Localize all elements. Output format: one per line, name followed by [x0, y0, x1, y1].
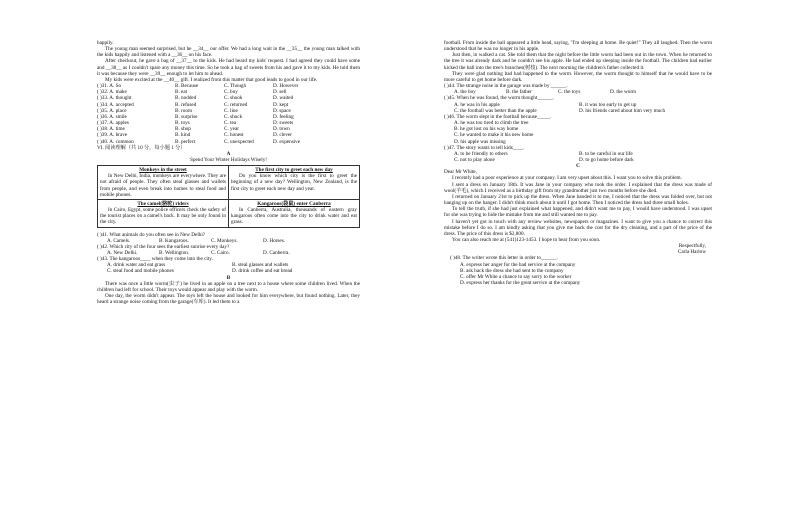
choice-question: ( )36. A. smile [97, 113, 127, 120]
choice-question: ( )31. A. So [97, 83, 122, 90]
ad-text: Do you know which city is the first to greet the beginning of a new day? Wellington, New Zealand, is the first city to greet each new day and year. [231, 173, 357, 192]
letter-para-0: I recently had a poor experience at your company. I am very upset about this. I want you to solve this problem. [452, 175, 682, 182]
letter-para-2: I returned on January 21st to pick up the dress. When Jane handed it to me, I noticed that the dress was folded over, but not hanging up on the hanger. I didn't think much about it until I got home. Then I noticed the dress had three small holes. [444, 193, 712, 207]
q46-option-b: B. he got lost on his way home [454, 126, 519, 133]
passage-b-cont-2: They were glad nothing bad had happened to the worm. However, the worm thought to himself that he would have to be more careful to get home before dark. [444, 70, 712, 83]
choice-question: ( )34. A. accepted [97, 101, 134, 108]
choice-option: D. expensive [273, 138, 301, 145]
option: C. Cairo. [211, 250, 230, 256]
choice-option: D. kept [273, 101, 289, 108]
ad-text: In Cairo, Egypt, some police officers check the safety of the tourist places on a camel's back. It may be only found in the city. [100, 207, 226, 226]
choice-option: B. kind [175, 132, 191, 139]
option: A. Camels. [107, 237, 131, 244]
choice-option: C. line [224, 107, 238, 114]
choice-option: C. Though [224, 83, 247, 90]
option: B. the father [506, 89, 532, 96]
ad-title: The first city to greet each new day [255, 167, 333, 174]
option: D. Horses. [263, 237, 286, 244]
passage-a-title: Spend Your Winter Holidays Wisely! [189, 156, 268, 163]
choice-option: D. clever [273, 132, 293, 139]
option: C. the football was better than the apple [454, 107, 537, 114]
ad-title: The camel(骆驼) riders [137, 200, 189, 207]
ad-cell [98, 166, 229, 200]
choice-option: B. shop [175, 126, 191, 133]
choice-option: D. space [273, 107, 291, 114]
passage-b-letter: B [226, 274, 231, 281]
option: B. it was too early to get up [579, 101, 637, 108]
ad-cell [229, 166, 360, 200]
passage-b-para-0: There was once a little worm(虫子) he lived in an apple on a tree next to a house where some children lived. When the children had left for school. Their toys would appear and play with the worm. [97, 280, 360, 293]
choice-option: B. nodded [175, 95, 197, 102]
choice-list [97, 83, 360, 145]
choice-option: C. tea [224, 120, 237, 127]
choice-question: ( )40. A. common [97, 138, 134, 145]
option: A. drink water and eat grass [107, 262, 166, 269]
choice-option: D. sweets [273, 120, 294, 127]
choice-question: ( )35. A. place [97, 107, 127, 114]
intro-line-2: After checkout, he gave a bag of __37__ to the kids. He had heard my kids' request. I had agreed they could have some and __38__ as I couldn't spare any money this time. So he took a bag of sweets from his and gave it to my kids. He told them it was because they were __39__ enough to let him to ahead. [97, 58, 360, 77]
choice-question: ( )38. A. time [97, 126, 125, 133]
choice-option: C. buy [224, 89, 238, 96]
q48-option-d: D. express her thanks for the great service at the company [460, 280, 581, 287]
ad-cell [229, 199, 360, 227]
choice-option: B. room [175, 107, 193, 114]
ad-title: Kangaroos(袋鼠) enter Canberra [257, 200, 331, 207]
option: D. to go home before dark [579, 156, 634, 163]
question-43: ( )43. The kangaroos____ when they come into the city. [97, 256, 213, 263]
question-41: ( )41. What animals do you often see in New Delhi? [97, 231, 206, 238]
option: A. New Delhi. [107, 250, 138, 256]
intro-line-0: happily. [97, 40, 114, 46]
passage-a-letter: A [226, 150, 231, 157]
q46-option-d: D. his apple was missing [454, 138, 506, 145]
question-45: ( )45. When he was found, the worm thought______. [444, 95, 555, 102]
choice-option: D. However [273, 83, 299, 90]
choice-question: ( )32. A. make [97, 89, 127, 96]
choice-option: B. eat [175, 89, 188, 96]
choice-option: B. Because [175, 83, 199, 90]
option: B. Kangaroos. [159, 237, 189, 244]
letter-salutation: Dear Mr White, [444, 169, 477, 176]
section-heading: VI. 阅读理解（共 10 分，每小题 1 分） [97, 144, 186, 151]
option: C. not to play alone [454, 156, 495, 163]
choice-option: D. sell [273, 89, 287, 96]
choice-option: C. shook [224, 95, 243, 102]
option: B. steal glasses and wallets [232, 262, 289, 269]
option: C. Monkeys. [211, 237, 238, 244]
choice-question: ( )33. A. thought [97, 95, 132, 102]
option: D. the worm [610, 89, 637, 96]
right-column [444, 40, 712, 286]
letter-para-3: To tell the truth, if she had just explained what happened, and didn't want me to pay, I would have understood. I was upset for she was trying to hide the mistake from me and still wanted me to pay. [444, 206, 712, 219]
choice-option: D. waited [273, 95, 294, 102]
letter-para-1: I sent a dress on January 18th. It was Jane in your company who took the order. I explained that the dress was made of wool(羊毛), which I received as a birthday gift from my grandmother just two months before she died. [444, 181, 712, 194]
choice-option: B. surprise [175, 113, 198, 120]
option: A. to be friendly to others [454, 150, 508, 157]
question-42: ( )42. Which city of the four sees the earliest sunrise every day? [97, 243, 230, 250]
q48-option-b: B. ask back the dress she had sent to the company [460, 267, 564, 274]
q48-option-a: A. express her anger for the bad service at the company [460, 261, 576, 268]
q43-options-2 [97, 268, 360, 274]
choice-option: B. perfect [175, 138, 196, 145]
option: C. the toys [558, 89, 581, 96]
choice-option: C. unexpected [224, 138, 254, 145]
intro-line-3: My kids were excited at the __40__ gift. I realized from this matter that good leads to good in our life. [105, 76, 318, 83]
letter-para-4: I haven't yet got in touch with any review websites, newspapers or magazines. I want to give you a chance to correct this mistake before I do so. I am kindly asking that you give me back the cost for the dry cleaning, and a part of the price of the dress. The price of this dress is $2,800. [444, 218, 712, 237]
choice-option: D. town [273, 126, 290, 133]
question-44: ( )44. The strange noise in the garage was made by ______. [444, 83, 568, 90]
passage-b-cont-0: football. From inside the ball appeared a little head, saying, "I'm sleeping at home. Be quiet!" They all laughed. Then the worm understood that he was no longer in his apple. [444, 40, 712, 53]
q46-option-a: A. he was too tired to climb the tree [454, 120, 529, 127]
choice-option: C. returned [224, 101, 248, 108]
option: D. Canberra. [263, 250, 290, 256]
option: D. drink coffee and eat bread [232, 268, 293, 275]
choice-option: C. year [224, 126, 239, 133]
choice-option: C. honest [224, 132, 244, 139]
q48-option-c: C. offer Mr White a chance to say sorry to the worker [460, 273, 572, 280]
q46-option-c: C. he wanted to make it his new home [454, 132, 534, 139]
choice-question: ( )39. A. brave [97, 132, 128, 139]
ad-title: Monkeys in the street [139, 167, 187, 174]
ads-table [97, 165, 360, 227]
option: D. his friends cared about him very much [579, 107, 666, 114]
letter-para-5: You can also reach me at (541)123-1453. I hope to hear from you soon. [452, 237, 601, 243]
question-47: ( )47. The story wants to tell kids____. [444, 144, 525, 151]
left-column [97, 40, 360, 305]
option: C. steal food and mobile phones [107, 268, 174, 275]
passage-b-cont-1: Just then, in walked a cat. She told them that the night before the little worm had been out in the town. When he returned to the tree it was already dark and he couldn't see his apple. He had ended up sleeping inside the football. The children had earlier kicked the ball into the tree's branches(树枝). The next morning the children's father collected it. [444, 52, 712, 71]
letter-closing: Respectfully, [678, 243, 706, 250]
letter-signature: Carla Harlow [677, 249, 706, 256]
ad-cell [98, 199, 229, 227]
option: B. to be careful in our life [579, 150, 633, 157]
ad-text: In Canberra, Australia, thousands of eastern gray kangaroos often come into the city to drink water and eat grass. [231, 207, 357, 226]
ad-text: In New Delhi, India, monkeys are everywhere. They are not afraid of people. They often steal glasses and wallets from people, and even break into homes to steal food and mobile phones. [100, 173, 226, 198]
option: B. Wellington. [159, 250, 190, 256]
choice-option: C. shock [224, 113, 243, 120]
question-48: ( )48. The writer wrote this letter in order to______. [450, 255, 558, 262]
passage-c-letter: C [576, 163, 580, 170]
option: A. the boy [454, 89, 476, 96]
passage-b-para-1: One day, the worm didn't appear. The toys left the house and looked for him everywhere, but found nothing. Later, they heard a strange noise coming from the garage(车库). It led them to a [97, 293, 360, 306]
question-46: ( )46. The worm slept in the football because_____. [444, 113, 552, 120]
q45-options-2 [444, 108, 712, 114]
option: A. he was in his apple [454, 101, 500, 108]
choice-row [97, 139, 360, 145]
choice-option: B. toys [175, 120, 190, 127]
choice-question: ( )37. A. apples [97, 120, 129, 127]
intro-line-1: The young man seemed surprised, but he __34__ our offer. We had a long wait in the __35__ the young man talked with the kids happily and listened with a __36__ on his face. [97, 46, 360, 59]
choice-option: D. feeling [273, 113, 294, 120]
choice-option: B. refused [175, 101, 197, 108]
